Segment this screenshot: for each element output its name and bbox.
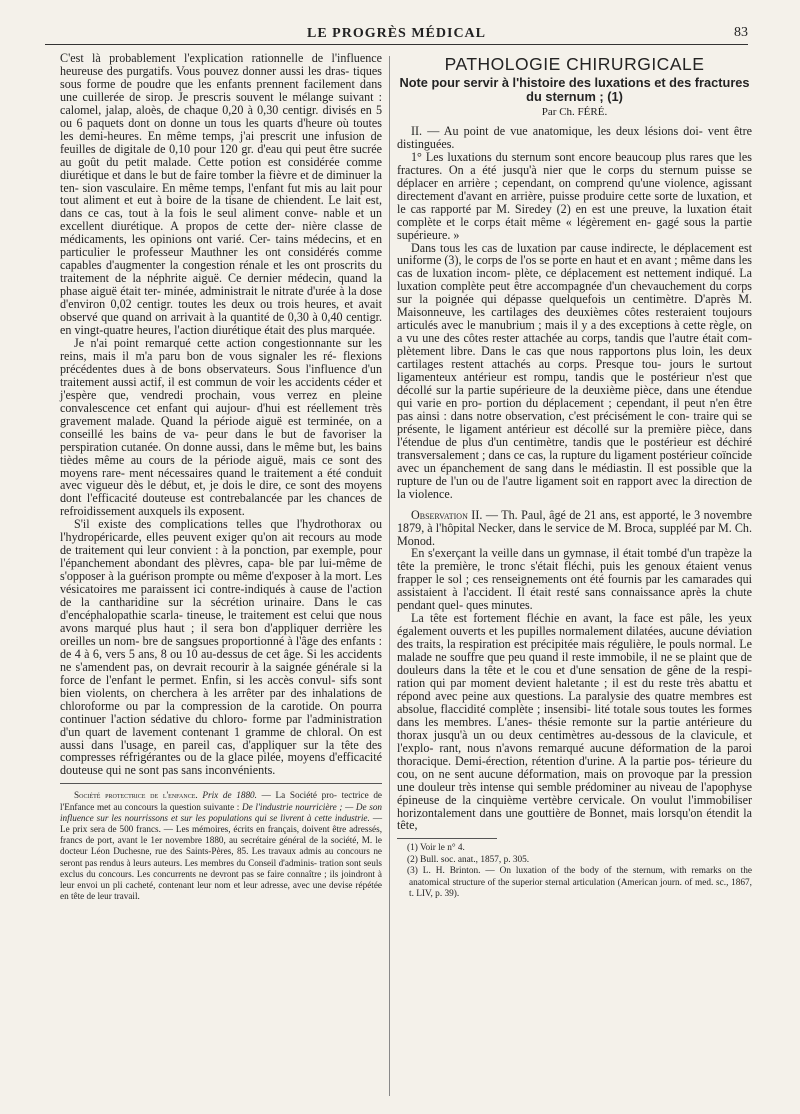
- right-paragraph-2: 1° Les luxations du sternum sont encore beaucoup plus rares que les fractures. On a été jusqu'à nier que le corps du sternum puisse se déplacer en arrière ; cependant, on comprend qu'une violence, agissant directement d'avant en arrière, puisse produire cette sorte de luxation, et le cas rapporté par M. Siredey (2) en est une preuve, la luxation était complète et le corps était même « légèrement en- gagé sous la partie supérieure. »: [397, 149, 752, 242]
- article-title: Note pour servir à l'histoire des luxations et des fractures du sternum ; (1): [399, 75, 750, 104]
- left-paragraph-2: Je n'ai point remarqué cette action congestionnante sur les reins, mais il m'a paru bon de vous signaler les ré- flexions précédentes dues à de bons observateurs. Sous l'influence d'un traitement aussi actif, il est commun de voir les accidents céder et j'espère que, vendredi prochain, vous verrez en pleine convalescence cet enfant qui aujour- d'hui est réellement très gravement malade. Quand la période aiguë est terminée, on a conseillé les bains de va- peur dans le but de favoriser la perspiration cutanée. On donne aussi, dans le même but, les bains tièdes même au cours de la période aiguë, mais ce sont des moyens rare- ment nécessaires quand le traitement a été conduit avec vigueur dès le début, et, je dois le dire, ce sont des moyens dont l'efficacité douteuse est contrebalancée par les chances de refroidissement auxquels ils exposent.: [60, 335, 382, 519]
- notice-text-1: — La Société pro- tectrice de l'Enfance met au concours la question suivante :: [60, 790, 383, 812]
- right-column: [397, 52, 752, 1114]
- observation-text: — Th. Paul, âgé de 21 ans, est apporté, le 3 novembre 1879, à l'hôpital Necker, dans le service de M. Broca, suppléé par M. Ch. Monod.: [397, 507, 753, 548]
- journal-title: LE PROGRÈS MÉDICAL: [306, 26, 487, 41]
- notice-prize: Prix de 1880.: [202, 790, 257, 801]
- right-paragraph-5: La tête est fortement fléchie en avant, la face est pâle, les yeux également ouverts et les pupilles normalement dilatées, aucune déviation des traits, la respiration est précipitée mais régulière, le pouls normal. Le malade ne souffre que peu quand il reste immobile, il ne se plaint que de douleurs dans la tête et le cou et d'une sensation de gêne de la respi- ration qui par moment devient haletante ; il est du reste très abattu et répond avec peine aux questions. La paralysie des quatre membres est absolue, flaccidité complète ; insensibi- lité totale sous toutes les formes dans les membres. L'anes- thésie remonte sur la partie antérieure du thorax jusqu'à un ou deux centimètres au-dessous de la clavicule, et l'explo- rant, nous n'avons remarqué aucune déformation de la paroi thoracique. Demi-érection, rétention d'urine. A la partie pos- térieure du cou, on ne sent aucune déformation, mais on provoque par la pression une douleur très intense qui semble prédominer au niveau de l'apophyse épineuse de la cinquième vertèbre cervicale. On voulut l'immobiliser horizontalement dans une gouttière de Bonnet, mais lorsqu'on étendit la tête,: [397, 611, 752, 833]
- footnote-divider: [397, 838, 497, 839]
- running-header: [45, 22, 748, 45]
- notice-question: De l'industrie nourricière ; — De son influence sur les nourrissons et sur les populations qui se livrent à cette industrie.: [60, 801, 383, 823]
- observation-label: Observation II.: [411, 507, 483, 522]
- left-paragraph-1: C'est là probablement l'explication rationnelle de l'influence heureuse des purgatifs. Vous pouvez donner aussi les dras- tiques sous forme de poudre que les enfants prennent facilement dans une cuillerée de sirop. Je prescris souvent le mélange suivant : calomel, jalap, aloès, de chaque 0,20 à 0,30 centigr. divisés en 5 ou 6 paquets dont on donne un tous les quarts d'heure où toutes les demi-heures. En même temps, j'ai prescrit une infusion de feuilles de digitale de 0,10 pour 120 gr. d'eau qui peut être sucrée au goût du petit malade. Cette potion est considérée comme diurétique et dans le but de faire tomber la fièvre et de diminuer la ten- sion vasculaire. En même temps, l'enfant fut mis au lait pour tout aliment et eut à boire de la tisane de chiendent. Le lait est, dans ce cas, tout à la fois le seul aliment conve- nable et un excellent diurétique. A propos de cette der- nière classe de médicaments, les opinions ont varié. Cer- tains médecins, et en particulier le professeur Mauthner les ont considérés comme capables d'augmenter la congestion rénale et les ont proscrits du traitement de la néphrite aiguë. Ce dernier médecin, quand la phase aiguë était ter- minée, administrait le nitrate d'urée à la dose d'environ 0,02 centigr. toutes les deux ou trois heures, et avait observé que quand on arrivait à la quantité de 0,30 à 0,40 centigr. en vingt-quatre heures, l'action diurétique était des plus marquée.: [60, 51, 382, 338]
- left-column: [60, 52, 382, 1114]
- column-divider: [389, 56, 390, 1096]
- footnotes: [397, 843, 752, 901]
- society-notice: [60, 790, 382, 902]
- observation-paragraph: [397, 509, 752, 548]
- page-number: 83: [734, 25, 748, 40]
- article-byline: Par Ch. FÉRÉ.: [541, 106, 608, 118]
- notice-heading: Société protectrice de l'enfance.: [74, 790, 198, 801]
- right-paragraph-1: II. — Au point de vue anatomique, les deux lésions doi- vent être distinguées.: [397, 123, 752, 151]
- footnote-2: (2) Bull. soc. anat., 1857, p. 305.: [407, 854, 530, 865]
- right-paragraph-3: Dans tous les cas de luxation par cause indirecte, le déplacement est uniforme (3), le corps de l'os se porte en haut et en avant ; même dans les cas de luxation incom- plète, ce déplacement est nettement indiqué. La luxation complète peut être accompagnée d'un chevauchement du corps sur la poignée qui dépasse quelquefois un centimètre. D'après M. Maisonneuve, les cartilages des deuxièmes côtes resteraient toujours articulés avec le manubrium ; mais il y a des exceptions à cette règle, on a vu une des côtes rester attachée au corps, tandis que l'autre était com- plètement libre. Dans le cas que nous rapportons plus loin, les deux cartilages restent attachés au corps. Presque tou- jours le surtout ligamenteux antérieur est rompu, tandis que le postérieur n'est que décollé sur la partie supérieure de la deuxième pièce, dans une étendue qui varie en pro- portion du déplacement ; cependant, il peut n'en être pas ainsi : dans notre observation, c'est précisément le con- traire qui se présente, le ligament antérieur est décollé sur la première pièce, dans l'étendue de plus d'un centimètre, tandis que le postérieur est déchiré transversalement ; dans ce cas, la rupture du ligament postérieur coïncide avec un épanchement de sang dans le médiastin. Il est possible que la rupture de l'un ou de l'autre ligament soit en rapport avec la direction de la violence.: [397, 240, 752, 501]
- notice-divider: [60, 783, 382, 784]
- footnote-1: (1) Voir le n° 4.: [407, 843, 465, 854]
- left-paragraph-3: S'il existe des complications telles que l'hydrothorax ou l'hydropéricarde, elles peuvent exiger qu'on ait recours au mode de traitement qui leur convient : à la ponction, par exemple, pour l'épanchement abondant des plèvres, capa- ble par lui-même de s'opposer à la guérison prompte ou même d'exposer à la mort. Les vésicatoires me paraissent ici contre-indiqués à cause de l'action de la cantharidine sur la sécrétion urinaire. Dans le cas d'encéphalopathie scarla- tineuse, le traitement est celui que nous avons marqué plus haut ; il sera bon d'appliquer derrière les oreilles un nom- bre de sangsues proportionné à l'âge des enfants : de 4 à 6, vers 5 ans, 8 ou 10 au-dessus de cet âge. Si les accidents ne s'amendent pas, on devrait recourir à la saignée générale si la force de l'enfant le permet. Enfin, si les accès convul- sifs sont bien violents, on cherchera à les arrêter par des inhalations de chloroforme ou par la compression de la carotide. On pourra continuer l'action sédative du chloro- forme par l'administration d'un quart de lavement contenant 1 gramme de chloral. On est aussi dans l'usage, en pareil cas, d'appliquer sur la tête des compresses réfrigérantes ou de la glace pilée, moyens d'efficacité douteuse qui ne sont pas sans inconvénients.: [60, 517, 382, 778]
- right-paragraph-4: En s'exerçant la veille dans un gymnase, il était tombé d'un trapèze la tête la première, le tronc s'était fléchi, puis les genoux étaient venus frapper le sol ; ces renseignements ont été fournis par les camarades qui assistaient à l'accident. Il était resté sans connaissance après la chute pendant quel- ques minutes.: [397, 546, 752, 613]
- footnote-3: (3) L. H. Brinton. — On luxation of the body of the sternum, with remarks on the anatomical structure of the superior sternal articulation (American journ. of med. sc., 1867, t. LIV, p. 39).: [407, 866, 752, 900]
- section-title: PATHOLOGIE CHIRURGICALE: [444, 54, 705, 74]
- notice-text-2: — Le prix sera de 500 francs. — Les mémoires, écrits en français, doivent être adressés, francs de port, avant le 1er novembre 1880, au secrétaire général de la société, M. le docteur Léon Duchesne, rue des Saints-Pères, 85. Les travaux admis au concours ne seront pas rendus à leurs auteurs. Les membres du Conseil d'adminis- tration sont seuls exclus du concours. Les concurrents ne devront pas se faire connaître ; ils joindront à leur envoi un pli cacheté, contenant leur nom et leur adresse, avec une devise répétée en tête de leur travail.: [60, 812, 382, 902]
